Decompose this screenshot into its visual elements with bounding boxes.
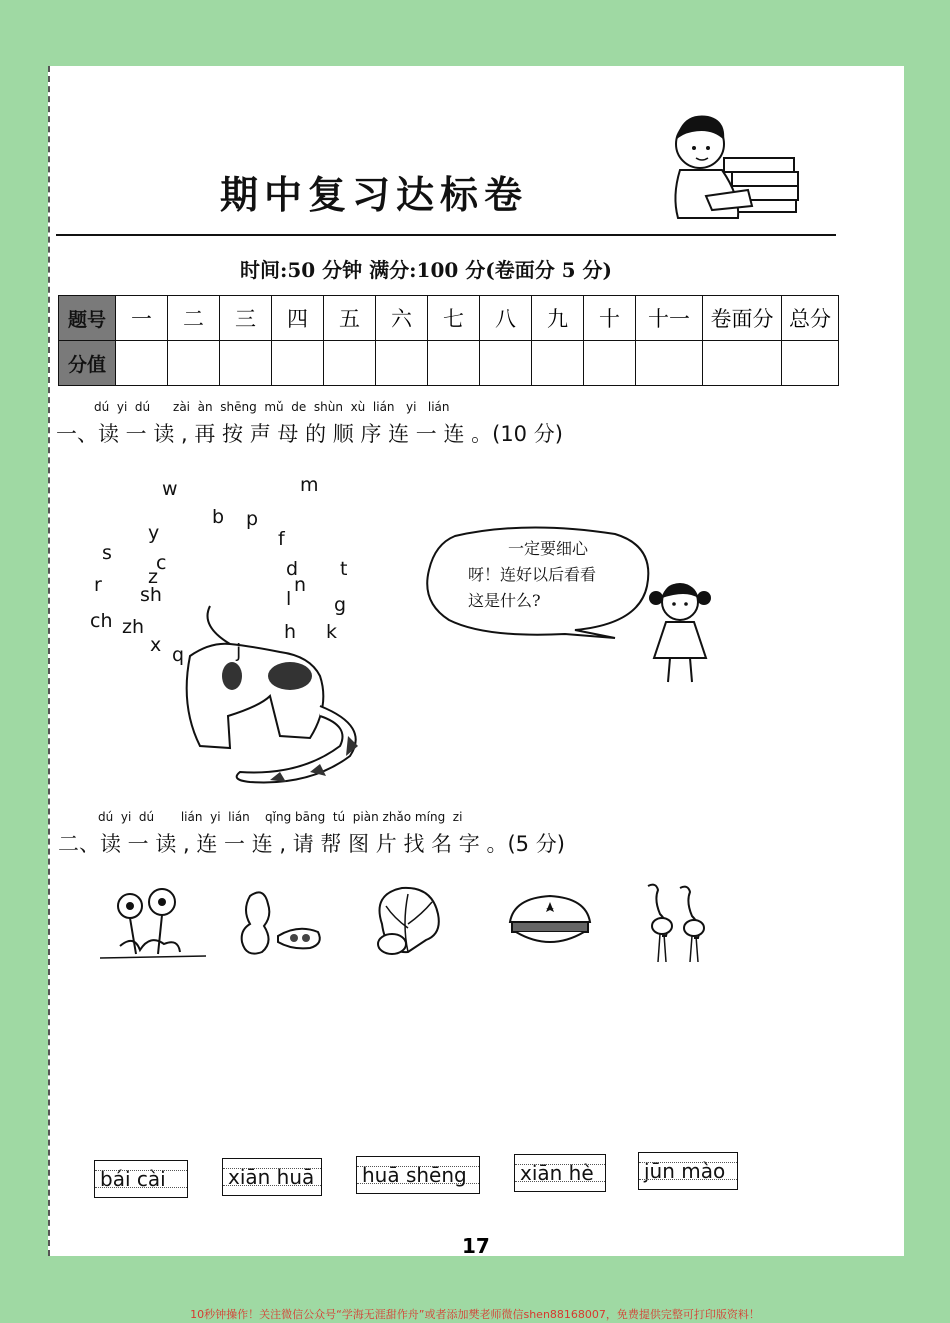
letter-p: p (246, 508, 259, 530)
exam-info: 时间:50 分钟 满分:100 分(卷面分 5 分) (240, 258, 613, 282)
score-cell[interactable] (168, 341, 220, 386)
letter-d: d (286, 558, 299, 580)
score-table-col: 二 (168, 296, 220, 341)
letter-zh: zh (122, 616, 145, 638)
cabbage-icon (372, 884, 444, 958)
score-table-header-item: 题号 (59, 296, 116, 341)
score-cell[interactable] (272, 341, 324, 386)
q1-title: 一、读 一 读 , 再 按 声 母 的 顺 序 连 一 连 。(10 分) (56, 422, 563, 446)
letter-k: k (326, 621, 338, 643)
score-table (58, 295, 839, 386)
letter-ch: ch (90, 610, 113, 632)
score-table-col: 六 (376, 296, 428, 341)
q2-pinyin: dú yi dú lián yi lián qǐng bāng tú piàn zhǎo míng zi (98, 810, 463, 824)
q1-pinyin: dú yi dú zài àn shēng mǔ de shùn xù lián yi lián (94, 400, 450, 414)
score-table-col: 总分 (782, 296, 839, 341)
footer-note: 10秒钟操作！关注微信公众号“学海无涯甜作舟”或者添加樊老师微信shen88168007，免费提供完整可打印版资料！ (190, 1308, 760, 1321)
title-divider (56, 234, 836, 236)
letter-w: w (162, 478, 178, 500)
score-cell[interactable] (428, 341, 480, 386)
letter-q: q (172, 644, 185, 666)
score-cell[interactable] (584, 341, 636, 386)
page-number: 17 (462, 1234, 490, 1258)
score-cell[interactable] (324, 341, 376, 386)
score-table-col: 一 (116, 296, 168, 341)
letter-y: y (148, 522, 160, 544)
letter-n: n (294, 574, 307, 596)
letter-h: h (284, 621, 297, 643)
letter-l: l (286, 588, 292, 610)
letter-m: m (300, 474, 319, 496)
score-table-col: 四 (272, 296, 324, 341)
score-table-col: 九 (532, 296, 584, 341)
flower-icon (100, 884, 210, 964)
bubble-line: 这是什么? (468, 591, 541, 610)
score-cell[interactable] (116, 341, 168, 386)
page-title: 期中复习达标卷 (220, 173, 529, 217)
letter-z: z (148, 566, 158, 588)
score-cell[interactable] (703, 341, 782, 386)
name-card-xian-hua[interactable]: xiān huā (222, 1158, 322, 1196)
boy-reading-icon (662, 106, 802, 231)
letter-s: s (102, 542, 112, 564)
score-cell[interactable] (480, 341, 532, 386)
bubble-line: 一定要细心 (508, 539, 589, 558)
q2-title: 二、读 一 读 , 连 一 连 , 请 帮 图 片 找 名 字 。(5 分) (58, 832, 565, 856)
score-table-col: 五 (324, 296, 376, 341)
name-card-hua-sheng[interactable]: huā shēng (356, 1156, 480, 1194)
peanut-icon (238, 886, 328, 958)
score-table-header-score: 分值 (59, 341, 116, 386)
score-table-col: 七 (428, 296, 480, 341)
letter-c: c (156, 552, 167, 574)
worksheet-page (48, 66, 904, 1256)
score-cell[interactable] (376, 341, 428, 386)
score-table-col: 十一 (636, 296, 703, 341)
letter-t: t (340, 558, 348, 580)
letter-sh: sh (140, 584, 162, 606)
score-cell[interactable] (532, 341, 584, 386)
score-table-col: 十 (584, 296, 636, 341)
letter-r: r (94, 574, 102, 596)
score-table-col: 卷面分 (703, 296, 782, 341)
cat-icon (170, 586, 370, 786)
letter-b: b (212, 506, 225, 528)
crane-icon (640, 880, 720, 966)
bubble-line: 呀！连好以后看看 (468, 565, 597, 584)
letter-f: f (278, 528, 285, 550)
score-cell[interactable] (636, 341, 703, 386)
name-card-jun-mao[interactable]: jūn mào (638, 1152, 738, 1190)
speech-bubble-text (468, 536, 658, 614)
score-cell[interactable] (220, 341, 272, 386)
letter-j: j (236, 640, 242, 662)
name-card-xian-he[interactable]: xiān hè (514, 1154, 606, 1192)
score-table-col: 八 (480, 296, 532, 341)
letter-x: x (150, 634, 162, 656)
letter-g: g (334, 594, 347, 616)
name-card-bai-cai[interactable]: bái cài (94, 1160, 188, 1198)
score-table-col: 三 (220, 296, 272, 341)
score-cell[interactable] (782, 341, 839, 386)
girl-icon (642, 578, 722, 688)
cap-icon (504, 892, 594, 954)
